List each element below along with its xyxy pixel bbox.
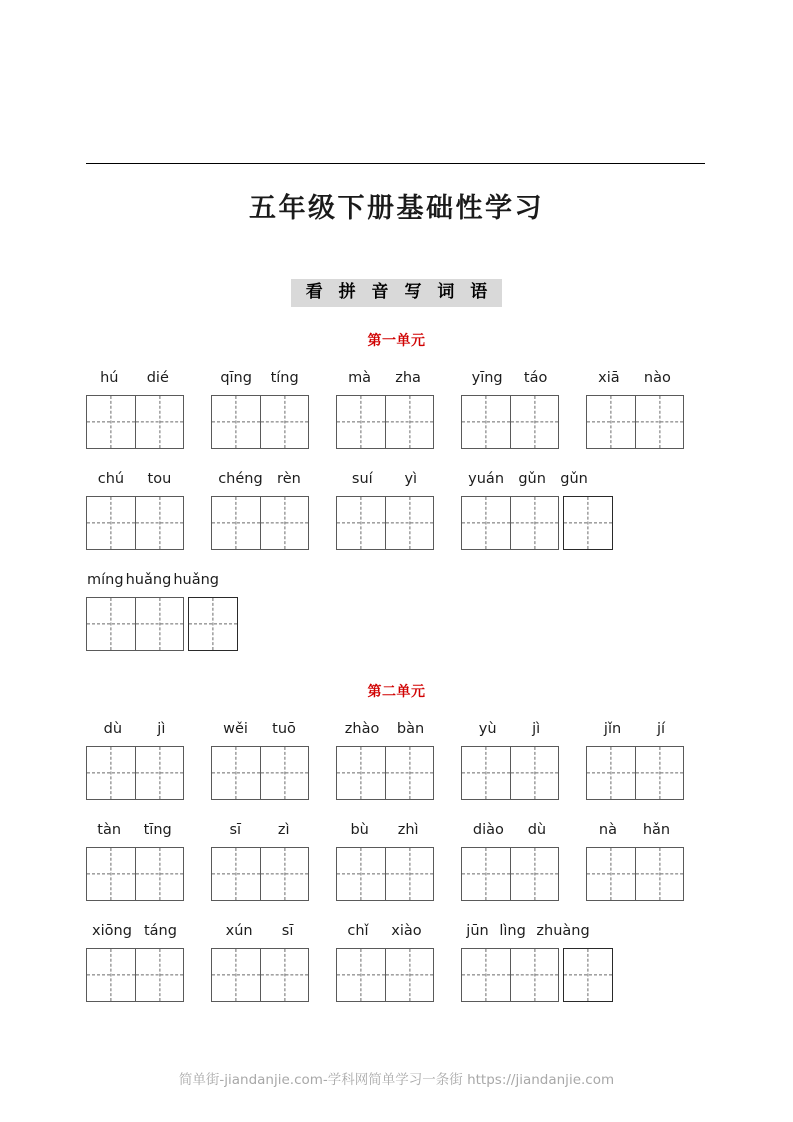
writing-grid-group[interactable] [461,395,559,449]
pinyin-syllable: zì [277,822,290,838]
writing-grid[interactable] [86,948,184,1002]
pinyin-label [336,468,433,490]
pinyin-syllable: bù [350,822,369,838]
writing-cell[interactable] [462,848,510,900]
writing-grid[interactable] [461,847,559,901]
pinyin-label [86,367,183,389]
pinyin-syllable: wěi [223,721,248,737]
writing-cell[interactable] [337,396,385,448]
writing-grid[interactable] [461,496,559,550]
writing-cell[interactable] [587,747,635,799]
writing-grid-group[interactable] [86,395,184,449]
writing-cell[interactable] [337,747,385,799]
pinyin-syllable: dié [146,370,169,386]
word-row [0,468,793,558]
pinyin-label [211,367,308,389]
pinyin-syllable: jǐn [603,721,622,737]
pinyin-syllable: tíng [270,370,299,386]
writing-cell[interactable] [87,949,135,1001]
writing-cell[interactable] [87,497,135,549]
writing-grid[interactable] [563,496,613,550]
writing-cell[interactable] [337,848,385,900]
word-row [0,920,793,1010]
word-row [0,569,793,659]
writing-cell[interactable] [587,848,635,900]
pinyin-syllable: yù [478,721,497,737]
writing-cell[interactable] [135,598,183,650]
pinyin-syllable: jí [657,721,666,737]
pinyin-label [336,367,433,389]
pinyin-syllable: huǎng [125,572,172,588]
pinyin-syllable: jūn [466,923,489,939]
pinyin-syllable: dù [103,721,123,737]
writing-grid[interactable] [211,948,309,1002]
pinyin-label [211,468,308,490]
writing-cell[interactable] [462,949,510,1001]
writing-grid-group[interactable] [461,847,559,901]
pinyin-syllable: tou [147,471,172,487]
pinyin-label [211,920,308,942]
pinyin-syllable: gǔn [518,471,546,487]
writing-grid-group[interactable] [336,746,434,800]
pinyin-syllable: qīng [220,370,252,386]
pinyin-syllable: jì [157,721,166,737]
pinyin-syllable: nà [598,822,617,838]
writing-cell[interactable] [135,497,183,549]
page-title: 五年级下册基础性学习 [249,193,544,224]
pinyin-syllable: hú [100,370,119,386]
pinyin-label [461,920,595,942]
pinyin-syllable: mà [348,370,372,386]
writing-grid-group[interactable] [211,395,309,449]
writing-cell[interactable] [635,747,683,799]
writing-cell[interactable] [260,497,308,549]
pinyin-label [336,920,433,942]
pinyin-label [211,718,308,740]
writing-grid[interactable] [86,395,184,449]
pinyin-label [336,718,433,740]
writing-cell[interactable] [135,396,183,448]
pinyin-label [461,819,558,841]
writing-cell[interactable] [260,949,308,1001]
pinyin-syllable: gǔn [560,471,588,487]
writing-grid[interactable] [211,746,309,800]
writing-grid[interactable] [211,395,309,449]
writing-cell[interactable] [212,949,260,1001]
pinyin-syllable: tuō [272,721,296,737]
writing-grid[interactable] [586,847,684,901]
word-row [0,819,793,909]
pinyin-syllable: xún [225,923,253,939]
writing-cell[interactable] [212,497,260,549]
writing-grid-group[interactable] [336,395,434,449]
writing-cell[interactable] [212,396,260,448]
writing-grid-group[interactable] [211,496,309,550]
writing-grid[interactable] [461,746,559,800]
pinyin-label [86,718,183,740]
writing-grid[interactable] [188,597,238,651]
pinyin-syllable: nào [643,370,671,386]
pinyin-label [86,569,220,591]
pinyin-syllable: huǎng [173,572,219,588]
pinyin-syllable: yuán [468,471,505,487]
writing-cell[interactable] [87,396,135,448]
pinyin-label [586,367,683,389]
pinyin-label [586,718,683,740]
writing-cell[interactable] [212,747,260,799]
pinyin-label [461,718,558,740]
writing-cell[interactable] [385,747,433,799]
writing-cell[interactable] [135,848,183,900]
writing-grid-group[interactable] [336,948,434,1002]
pinyin-label [86,819,183,841]
footer-watermark: 简单街-jiandanjie.com-学科网简单学习一条街 https://jiandanjie.com [178,1072,615,1088]
pinyin-syllable: tàn [97,822,122,838]
pinyin-label [461,367,558,389]
writing-cell[interactable] [87,598,135,650]
writing-cell[interactable] [212,848,260,900]
writing-grid-group[interactable] [86,496,184,550]
writing-cell[interactable] [635,848,683,900]
writing-grid[interactable] [461,395,559,449]
pinyin-syllable: bàn [396,721,425,737]
writing-cell[interactable] [510,949,558,1001]
writing-grid-group[interactable] [86,597,238,651]
pinyin-syllable: hǎn [642,822,671,838]
writing-grid[interactable] [86,496,184,550]
writing-cell[interactable] [510,848,558,900]
writing-cell[interactable] [385,949,433,1001]
writing-cell[interactable] [635,396,683,448]
writing-cell[interactable] [337,497,385,549]
header-divider [86,163,705,164]
writing-cell[interactable] [564,497,612,549]
writing-grid-group[interactable] [461,746,559,800]
pinyin-label [211,819,308,841]
pinyin-syllable: jì [532,721,541,737]
pinyin-syllable: dù [527,822,547,838]
section-subtitle: 看 拼 音 写 词 语 [291,279,503,307]
writing-grid-group[interactable] [461,496,613,550]
pinyin-syllable: zhào [344,721,380,737]
writing-grid-group[interactable] [86,948,184,1002]
writing-cell[interactable] [135,747,183,799]
pinyin-syllable: sī [229,822,242,838]
writing-cell[interactable] [510,396,558,448]
subtitle-container [0,279,793,307]
pinyin-syllable: chú [97,471,125,487]
writing-grid-group[interactable] [461,948,613,1002]
writing-grid[interactable] [211,847,309,901]
writing-grid[interactable] [336,847,434,901]
unit-heading: 第二单元 [367,684,426,700]
pinyin-syllable: chéng [218,471,263,487]
writing-cell[interactable] [587,396,635,448]
writing-grid-group[interactable] [211,746,309,800]
pinyin-label [461,468,595,490]
writing-grid[interactable] [336,746,434,800]
pinyin-syllable: táo [523,370,548,386]
writing-cell[interactable] [87,848,135,900]
pinyin-syllable: rèn [277,471,301,487]
writing-cell[interactable] [462,747,510,799]
pinyin-syllable: tīng [143,822,172,838]
pinyin-syllable: sī [281,923,294,939]
writing-grid[interactable] [211,496,309,550]
pinyin-syllable: suí [351,471,373,487]
writing-cell[interactable] [260,396,308,448]
writing-grid-group[interactable] [86,746,184,800]
writing-grid[interactable] [586,395,684,449]
writing-cell[interactable] [462,396,510,448]
writing-cell[interactable] [87,747,135,799]
writing-cell[interactable] [337,949,385,1001]
word-row [0,718,793,808]
writing-cell[interactable] [385,396,433,448]
pinyin-label [586,819,683,841]
pinyin-label [86,468,183,490]
pinyin-syllable: chǐ [347,923,369,939]
pinyin-syllable: míng [87,572,124,588]
writing-cell[interactable] [462,497,510,549]
word-row [0,367,793,457]
writing-grid[interactable] [86,847,184,901]
pinyin-syllable: xiā [598,370,620,386]
pinyin-syllable: lìng [499,923,526,939]
pinyin-syllable: xiào [391,923,422,939]
writing-grid-group[interactable] [586,746,684,800]
writing-cell[interactable] [189,598,237,650]
writing-grid[interactable] [86,597,184,651]
pinyin-label [86,920,183,942]
writing-cell[interactable] [510,497,558,549]
writing-grid[interactable] [461,948,559,1002]
writing-grid-group[interactable] [586,395,684,449]
writing-cell[interactable] [260,848,308,900]
writing-cell[interactable] [564,949,612,1001]
pinyin-syllable: xiōng [92,923,132,939]
writing-grid[interactable] [336,496,434,550]
writing-grid-group[interactable] [211,847,309,901]
pinyin-label [336,819,433,841]
pinyin-syllable: zhuàng [536,923,590,939]
unit-heading: 第一单元 [367,333,426,349]
writing-cell[interactable] [385,497,433,549]
pinyin-syllable: zhì [397,822,419,838]
writing-grid[interactable] [86,746,184,800]
writing-cell[interactable] [135,949,183,1001]
writing-grid-group[interactable] [86,847,184,901]
writing-grid[interactable] [336,395,434,449]
writing-grid-group[interactable] [336,847,434,901]
writing-grid[interactable] [586,746,684,800]
pinyin-syllable: diào [472,822,504,838]
writing-grid-group[interactable] [586,847,684,901]
pinyin-syllable: yì [404,471,418,487]
writing-grid-group[interactable] [211,948,309,1002]
pinyin-syllable: yīng [471,370,503,386]
pinyin-syllable: táng [143,923,177,939]
writing-grid[interactable] [563,948,613,1002]
pinyin-syllable: zha [395,370,421,386]
writing-cell[interactable] [385,848,433,900]
writing-cell[interactable] [510,747,558,799]
writing-cell[interactable] [260,747,308,799]
writing-grid-group[interactable] [336,496,434,550]
writing-grid[interactable] [336,948,434,1002]
